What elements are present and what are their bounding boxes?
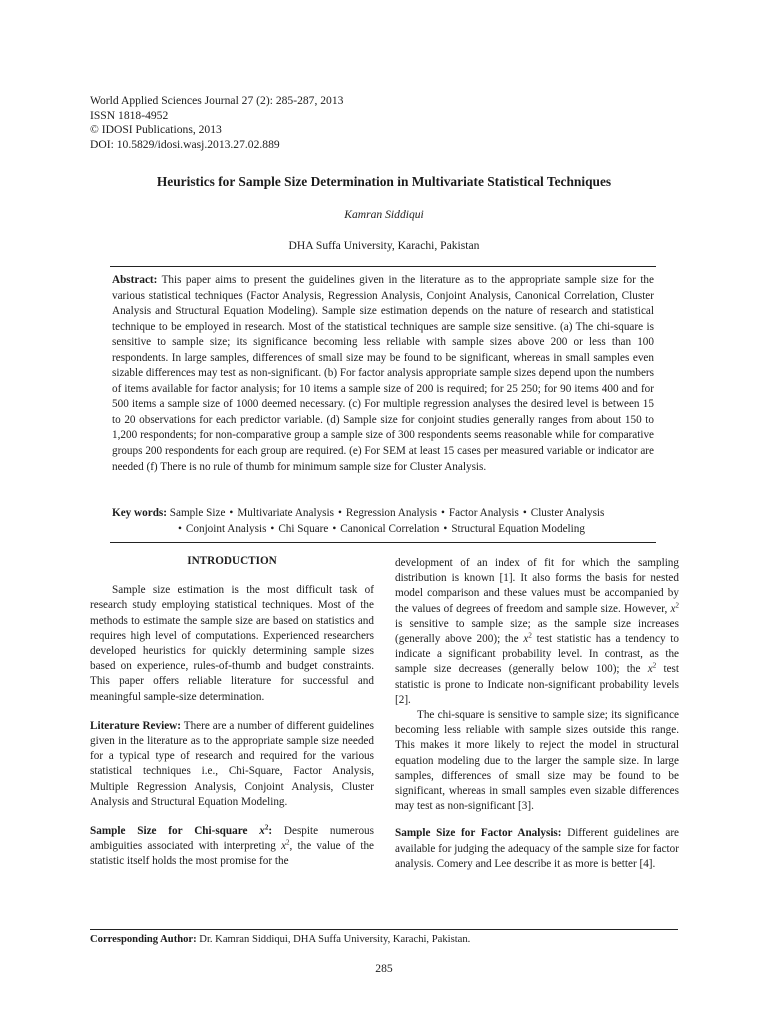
keyword: Conjoint Analysis (185, 522, 267, 535)
footnote-rule (90, 929, 678, 930)
chi-square-text-a: Despite numerous ambiguities associated with interpreting (90, 825, 375, 853)
left-column (90, 554, 374, 870)
chi-text-part-3: test statistic has a tendency to indicate a significant probability level. In contrast, as the sample size decreases (generally below 100); the (395, 633, 679, 676)
chi-superscript: 2 (652, 661, 657, 670)
keyword-separator: • (332, 522, 337, 535)
journal-citation: World Applied Sciences Journal 27 (2): 285-287, 2013 (90, 94, 344, 107)
chi-symbol: x (647, 663, 653, 676)
keywords-label: Key words: (112, 507, 167, 519)
keywords (112, 506, 656, 537)
abstract (112, 273, 654, 475)
chi-symbol: x (259, 825, 265, 838)
chi-superscript: 2 (528, 631, 532, 640)
chi-text-part-2: is sensitive to sample size; as the sample size increases (generally above 200); the (395, 617, 679, 646)
chi-heading-colon: : (268, 825, 273, 838)
chi-square-text-b: , the value of the statistic itself holds the most promise for the (90, 840, 374, 868)
keyword: Sample Size (169, 507, 226, 519)
keyword-separator: • (522, 507, 527, 519)
footnote-label: Corresponding Author: (90, 934, 197, 945)
keywords-bottom-rule (110, 542, 656, 543)
chi-text-part-1: development of an index of fit for which the sampling distribution is known [1]. It also forms the basis for nested model comparison and these values must be accompanied by the values of degrees of freedom and sample size. However, (395, 557, 679, 615)
author-name: Kamran Siddiqui (344, 208, 424, 221)
keyword-separator: • (229, 507, 234, 519)
doi[interactable]: DOI: 10.5829/idosi.wasj.2013.27.02.889 (90, 137, 280, 151)
introduction-paragraph: Sample size estimation is the most difficult task of research study employing statistical techniques. Most of the methods to estimate the sample size are based on statistics and requires high level of computations. Experienced researchers developed heuristics for quickly determining sample sizes based on experience, rules-of-thumb and budget constraints. This paper offers reliable literature for successful and meaningful sample-size determination. (90, 584, 374, 703)
paper-title: Heuristics for Sample Size Determination in Multivariate Statistical Techniques (156, 174, 612, 189)
copyright: © IDOSI Publications, 2013 (90, 123, 222, 137)
literature-review-text: There are a number of different guidelines given in the literature as to the appropriate sample size needed for a typical type of research and required for the various statistical techniques i.e., Chi-Square, Factor Analysis, Multiple Regression Analysis, Conjoint Analysis, Cluster Analysis and Structural Equation Modeling. (90, 719, 374, 808)
chi-square-heading-text: Sample Size for Chi-square (90, 825, 248, 838)
chi-square-sensitivity-paragraph: The chi-square is sensitive to sample size; its significance becoming less reliable with sample sizes outside this range. This makes it more likely to reject the model in structural equation modeling due to the larger the sample size. In large samples, differences of small size may be found to be significant, whereas in small samples even sizable differences may test as non-significant [3]. (395, 709, 679, 813)
keyword: Factor Analysis (448, 507, 519, 519)
chi-square-paragraph (90, 824, 374, 870)
factor-analysis-heading: Sample Size for Factor Analysis: (395, 827, 562, 840)
keyword: Structural Equation Modeling (451, 522, 585, 535)
abstract-top-rule (110, 266, 656, 267)
chi-symbol: x (670, 602, 676, 615)
abstract-text: This paper aims to present the guidelines given in the literature as to the appropriate sample size for the various statistical techniques (Factor Analysis, Regression Analysis, Conjoint Analysis, Canonical Correlation, Cluster Analysis and Structural Equation Modeling). Sample size estimation depends on the nature of research and statistical technique to be employed in research. Most of the statistical techniques are sample size sensitive. (a) The chi-square is sensitive to sample size; its significance becoming less reliable with sample sizes above 200 or less than 100 respondents. In large samples, differences of small size may be found to be significant, whereas in small samples even sizable differences may test as non-significant. (b) For factor analysis appropriate sample sizes depend upon the numbers of items available for factor analysis; for 10 items a sample size of 200 is required; for 25 250; for 90 items 400 and for 500 items a sample size of 1000 deemed necessary. (c) For multiple regression analyses the desired level is between 15 to 20 observations for each predictor variable. (d) Sample size for conjoint studies generally ranges from about 150 to 1,200 respondents; for non-comparative group a sample size of 300 respondents seems reasonable while for comparative groups 200 respondents for each group are required. (e) For SEM at least 15 cases per measured variable or indicator are needed (f) There is no rule of thumb for minimum sample size for Cluster Analysis. (112, 274, 654, 473)
keyword: Cluster Analysis (530, 507, 605, 519)
literature-review-heading: Literature Review: (90, 719, 181, 732)
keyword: Chi Square (278, 522, 329, 535)
chi-text-part-4: test statistic is prone to Indicate non-significant probability levels [2]. (395, 663, 680, 706)
chi-symbol: x (523, 633, 529, 646)
keyword-separator: • (440, 507, 445, 519)
keyword-separator: • (337, 507, 342, 519)
chi-superscript: 2 (264, 823, 269, 832)
factor-analysis-paragraph (395, 826, 679, 872)
factor-analysis-text: Different guidelines are available for judging the adequacy of the sample size for factor analysis. Comery and Lee describe it as more is better [4]. (395, 827, 680, 870)
chi-square-heading (90, 825, 272, 837)
issn: ISSN 1818-4952 (90, 108, 169, 122)
literature-review-paragraph (90, 719, 374, 810)
chi-superscript: 2 (286, 838, 290, 847)
chi-superscript: 2 (675, 600, 679, 609)
keyword-separator: • (178, 522, 182, 535)
keyword: Canonical Correlation (340, 522, 440, 535)
journal-header (90, 94, 343, 152)
page-number: 285 (375, 962, 393, 975)
section-heading-introduction: INTRODUCTION (187, 555, 277, 567)
author-affiliation: DHA Suffa University, Karachi, Pakistan (288, 239, 480, 252)
keyword-separator: • (270, 522, 275, 535)
keyword: Regression Analysis (345, 507, 437, 519)
chi-square-continued-paragraph (395, 556, 679, 708)
keywords-line-2 (112, 522, 656, 538)
footnote-text: Dr. Kamran Siddiqui, DHA Suffa University, Karachi, Pakistan. (199, 934, 471, 945)
right-column (395, 556, 679, 872)
keywords-line-1 (112, 506, 656, 522)
corresponding-author-footnote (90, 934, 470, 945)
keyword: Multivariate Analysis (237, 507, 334, 519)
abstract-label: Abstract: (112, 274, 158, 286)
chi-symbol: x (281, 840, 287, 853)
keyword-separator: • (443, 522, 448, 535)
